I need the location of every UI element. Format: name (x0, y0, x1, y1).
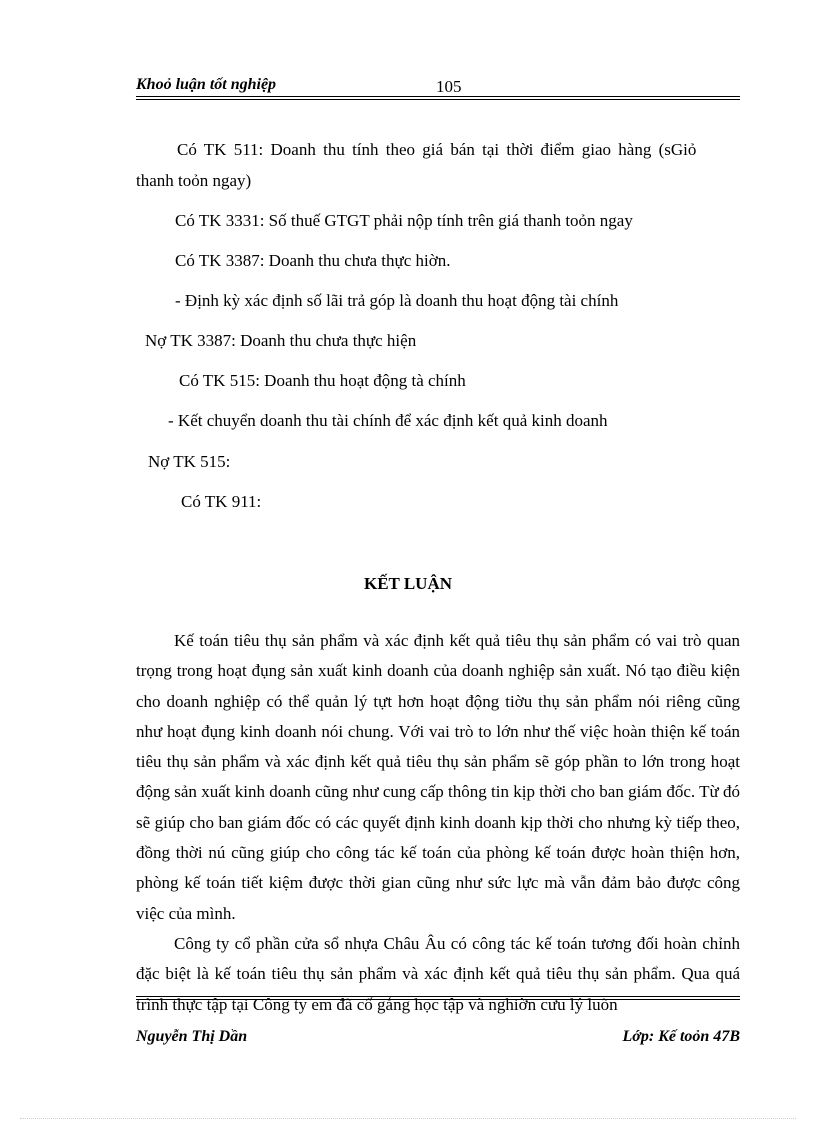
page-number: 105 (436, 77, 462, 96)
header-rule-thin (136, 99, 740, 100)
entry-line: Có TK 3331: Số thuế GTGT phải nộp tính trên giá thanh toỏn ngay (175, 211, 633, 230)
entry-line: - Định kỳ xác định số lãi trả góp là doanh thu hoạt động tài chính (175, 291, 619, 310)
entry-line: - Kết chuyển doanh thu tài chính để xác định kết quả kinh doanh (168, 411, 608, 430)
entry-line: Có TK 515: Doanh thu hoạt động tà chính (179, 371, 466, 390)
paragraph: Công ty cổ phần cửa sổ nhựa Châu Âu có công tác kế toán tương đối hoàn chỉnh đặc biệt là kế toán tiêu thụ sản phẩm và xác định kết quả tiêu thụ sản phẩm. Qua quá trình thực tập tại Công ty em đã cố gắng học tập và nghiờn cưu lý luõn (136, 933, 740, 1014)
entry-line: Có TK 3387: Doanh thu chưa thực hiờn. (175, 251, 451, 270)
footer-rule-thin (136, 999, 740, 1000)
header-title: Khoỏ luận tốt nghiệp (136, 76, 277, 93)
footer-class: Lớp: Kế toỏn 47B (622, 1028, 740, 1045)
page-edge-divider (20, 1118, 796, 1119)
entry-line: Có TK 511: Doanh thu tính theo giá bán tại thời điểm giao hàng (sGiỏ (177, 140, 697, 159)
entry-line: Nợ TK 3387: Doanh thu chưa thực hiện (145, 331, 417, 350)
footer-rule (136, 996, 740, 997)
entry-line: thanh toỏn ngay) (136, 171, 252, 190)
conclusion-body (136, 626, 740, 1020)
entry-line: Nợ TK 515: (148, 452, 231, 471)
header-rule (136, 96, 740, 97)
paragraph: Kế toán tiêu thụ sản phẩm và xác định kết quả tiêu thụ sản phẩm có vai trò quan trọng trong hoạt đụng sản xuất kinh doanh của doanh nghiệp sản xuất. Nó tạo điều kiện cho doanh nghiệp có thể quản lý tựt hơn hoạt động tiờu thụ sản phẩm nói riêng cũng như hoạt đụng kinh doanh nói chung. Với vai trò to lớn như thế việc hoàn thiện kế toán tiêu thụ sản phẩm và xác định kết quả tiêu thụ sản phẩm sẽ góp phần to lớn trong hoạt động sản xuất kinh doanh cũng như cung cấp thông tin kịp thời cho ban giám đốc. Từ đó sẽ giúp cho ban giám đốc có các quyết định kinh doanh kịp thời cho nhưng kỳ tiếp theo, đồng thời nú cũng giúp cho công tác kế toán của phòng kế toán được hoàn thiện hơn, phòng kế toán tiết kiệm được thời gian cũng như sức lực mà vẫn đảm bảo được công việc của mình. (136, 631, 740, 923)
entry-line: Có TK 911: (181, 492, 262, 511)
footer-author: Nguyễn Thị Dần (136, 1028, 248, 1045)
conclusion-heading: KẾT LUẬN (363, 574, 452, 593)
